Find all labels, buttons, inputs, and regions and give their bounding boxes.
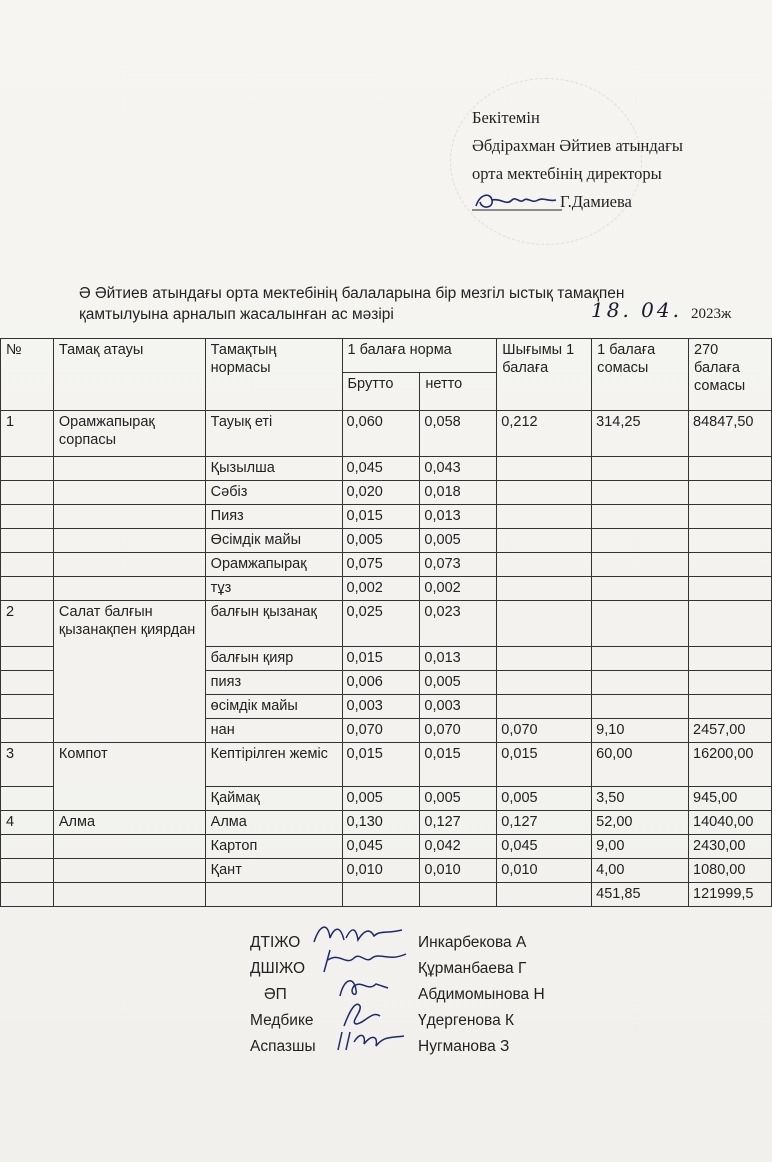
cell-netto: 0,010 <box>420 859 497 883</box>
cell-output <box>497 577 592 601</box>
cell-output: 0,005 <box>497 787 592 811</box>
menu-heading <box>79 283 769 325</box>
signature-name: Нугманова З <box>418 1038 510 1055</box>
cell-dish <box>53 859 205 883</box>
cell-item: балғын қызанақ <box>205 601 342 647</box>
cell-output <box>497 481 592 505</box>
table-row <box>1 481 772 505</box>
cell-item: Өсімдік майы <box>205 529 342 553</box>
approval-block <box>472 104 683 216</box>
cell-dish: Алма <box>53 811 205 835</box>
cell-brutto: 0,070 <box>342 719 420 743</box>
cell-output <box>497 505 592 529</box>
cell-output: 0,127 <box>497 811 592 835</box>
col-header-per-child: 1 балаға норма <box>342 339 497 373</box>
cell-num <box>1 457 54 481</box>
cell-dish <box>53 529 205 553</box>
signature-role: Медбике <box>250 1012 314 1029</box>
cell-output: 0,070 <box>497 719 592 743</box>
cell-brutto: 0,005 <box>342 787 420 811</box>
cell-sum1: 3,50 <box>592 787 689 811</box>
cell-sum270: 2457,00 <box>689 719 772 743</box>
cell-netto: 0,002 <box>420 577 497 601</box>
cell-num <box>1 671 54 695</box>
cell-num <box>1 859 54 883</box>
cell-brutto: 0,075 <box>342 553 420 577</box>
cell-brutto: 0,015 <box>342 743 420 787</box>
cell-brutto: 0,045 <box>342 835 420 859</box>
cell-num <box>1 787 54 811</box>
cell-output <box>497 695 592 719</box>
cell-output <box>497 553 592 577</box>
cell-sum1 <box>592 529 689 553</box>
cell-dish: Орамжапырақ сорпасы <box>53 411 205 457</box>
cell-brutto: 0,015 <box>342 505 420 529</box>
cell-dish: Компот <box>53 743 205 811</box>
cell-item: балғын қияр <box>205 647 342 671</box>
cell-netto: 0,018 <box>420 481 497 505</box>
cell-sum270 <box>689 695 772 719</box>
table-row <box>1 505 772 529</box>
cell-netto: 0,013 <box>420 505 497 529</box>
table-row <box>1 835 772 859</box>
cell-sum270 <box>689 481 772 505</box>
cell-item: пияз <box>205 671 342 695</box>
cell-sum1: 314,25 <box>592 411 689 457</box>
cell-sum1 <box>592 601 689 647</box>
cell-item: тұз <box>205 577 342 601</box>
cell-sum1 <box>592 695 689 719</box>
signature-name: Инкарбекова А <box>418 934 527 951</box>
table-row <box>1 457 772 481</box>
table-row <box>1 529 772 553</box>
table-row <box>1 411 772 457</box>
cell-sum1 <box>592 577 689 601</box>
cell-brutto: 0,002 <box>342 577 420 601</box>
cell-item: Картоп <box>205 835 342 859</box>
col-header-dish: Тамақ атауы <box>53 339 205 411</box>
cell-num: 3 <box>1 743 54 787</box>
cell-sum1: 9,10 <box>592 719 689 743</box>
cell-sum270: 945,00 <box>689 787 772 811</box>
cell-brutto: 0,006 <box>342 671 420 695</box>
col-header-netto: нетто <box>420 373 497 411</box>
table-row <box>1 859 772 883</box>
cell-brutto: 0,130 <box>342 811 420 835</box>
cell-netto: 0,015 <box>420 743 497 787</box>
cell-item: Орамжапырақ <box>205 553 342 577</box>
cell-item: Тауық еті <box>205 411 342 457</box>
cell-sum270 <box>689 553 772 577</box>
cell-sum1 <box>592 553 689 577</box>
col-header-num: № <box>1 339 54 411</box>
signature-role: Аспазшы <box>250 1038 316 1055</box>
cell-sum270 <box>689 529 772 553</box>
cell-brutto: 0,045 <box>342 457 420 481</box>
menu-table-body <box>1 411 772 907</box>
menu-table <box>0 338 772 907</box>
cell-dish: Салат балғын қызанақпен қиярдан <box>53 601 205 743</box>
signature-role: ДТІЖО <box>250 934 301 951</box>
cell-sum270: 2430,00 <box>689 835 772 859</box>
cell-item: Қызылша <box>205 457 342 481</box>
cell-dish <box>53 505 205 529</box>
cell-sum1 <box>592 505 689 529</box>
heading-line-1: Ә Әйтиев атындағы орта мектебінің балаларына бір мезгіл ыстық тамақпен <box>79 285 625 302</box>
cell-netto: 0,073 <box>420 553 497 577</box>
cell-brutto: 0,025 <box>342 601 420 647</box>
cell-num <box>1 695 54 719</box>
cell-output <box>497 457 592 481</box>
handwritten-signature <box>310 1024 410 1054</box>
cell-netto: 0,043 <box>420 457 497 481</box>
cell-dish <box>53 553 205 577</box>
cell-item: Кептірілген жеміс <box>205 743 342 787</box>
cell-sum270: 16200,00 <box>689 743 772 787</box>
cell-output: 0,010 <box>497 859 592 883</box>
cell-output <box>497 671 592 695</box>
cell-num <box>1 529 54 553</box>
signature-role: ӘП <box>264 986 287 1003</box>
total-sum1: 451,85 <box>592 883 689 907</box>
cell-sum1 <box>592 481 689 505</box>
cell-netto: 0,070 <box>420 719 497 743</box>
cell-num: 2 <box>1 601 54 647</box>
cell-num: 1 <box>1 411 54 457</box>
cell-netto: 0,013 <box>420 647 497 671</box>
cell-sum1: 9,00 <box>592 835 689 859</box>
cell-dish <box>53 835 205 859</box>
cell-netto: 0,003 <box>420 695 497 719</box>
cell-output: 0,015 <box>497 743 592 787</box>
cell-sum270 <box>689 601 772 647</box>
cell-sum1: 60,00 <box>592 743 689 787</box>
cell-item: Қаймақ <box>205 787 342 811</box>
cell-sum270 <box>689 505 772 529</box>
table-row <box>1 577 772 601</box>
cell-output: 0,212 <box>497 411 592 457</box>
table-row <box>1 553 772 577</box>
signature-name: Абдимомынова Н <box>418 986 545 1003</box>
cell-output <box>497 647 592 671</box>
cell-netto: 0,023 <box>420 601 497 647</box>
cell-sum270: 84847,50 <box>689 411 772 457</box>
cell-dish <box>53 577 205 601</box>
cell-sum270: 14040,00 <box>689 811 772 835</box>
cell-dish <box>53 481 205 505</box>
cell-sum270 <box>689 671 772 695</box>
cell-brutto: 0,020 <box>342 481 420 505</box>
signature-name: Үдергенова К <box>418 1012 515 1029</box>
cell-num <box>1 835 54 859</box>
cell-netto: 0,005 <box>420 529 497 553</box>
cell-output <box>497 529 592 553</box>
totals-row <box>1 883 772 907</box>
cell-num <box>1 553 54 577</box>
cell-sum1: 52,00 <box>592 811 689 835</box>
cell-netto: 0,005 <box>420 671 497 695</box>
cell-num <box>1 505 54 529</box>
cell-item: нан <box>205 719 342 743</box>
cell-item: Қант <box>205 859 342 883</box>
cell-item: Алма <box>205 811 342 835</box>
cell-num <box>1 577 54 601</box>
cell-num <box>1 481 54 505</box>
cell-brutto: 0,005 <box>342 529 420 553</box>
handwritten-date: 18. 04. <box>591 298 682 322</box>
cell-dish <box>53 457 205 481</box>
col-header-sum270: 270 балаға сомасы <box>689 339 772 411</box>
approval-signature-line <box>472 188 683 216</box>
cell-sum270 <box>689 577 772 601</box>
cell-item: Пияз <box>205 505 342 529</box>
approval-title: Бекітемін <box>472 108 540 127</box>
year-label: 2023ж <box>691 306 732 322</box>
cell-netto: 0,042 <box>420 835 497 859</box>
cell-item: Сәбіз <box>205 481 342 505</box>
table-row <box>1 743 772 787</box>
cell-sum1 <box>592 647 689 671</box>
col-header-output: Шығымы 1 балаға <box>497 339 592 411</box>
cell-sum1 <box>592 457 689 481</box>
cell-netto: 0,058 <box>420 411 497 457</box>
col-header-brutto: Брутто <box>342 373 420 411</box>
approval-school: Әбдірахман Әйтиев атындағы <box>472 136 683 155</box>
cell-sum1: 4,00 <box>592 859 689 883</box>
col-header-sum1: 1 балаға сомасы <box>592 339 689 411</box>
cell-brutto: 0,060 <box>342 411 420 457</box>
table-row <box>1 601 772 647</box>
cell-brutto: 0,003 <box>342 695 420 719</box>
director-signature <box>472 190 560 210</box>
cell-brutto: 0,015 <box>342 647 420 671</box>
signature-name: Құрманбаева Г <box>418 960 527 977</box>
heading-line-2: қамтылуына арналып жасалынған ас мәзірі <box>79 306 394 323</box>
cell-sum270 <box>689 457 772 481</box>
cell-sum270 <box>689 647 772 671</box>
cell-item: өсімдік майы <box>205 695 342 719</box>
director-name: Г.Дамиева <box>560 192 632 211</box>
cell-output: 0,045 <box>497 835 592 859</box>
cell-output <box>497 601 592 647</box>
cell-sum270: 1080,00 <box>689 859 772 883</box>
cell-num <box>1 647 54 671</box>
cell-netto: 0,127 <box>420 811 497 835</box>
cell-netto: 0,005 <box>420 787 497 811</box>
cell-num <box>1 719 54 743</box>
col-header-norm: Тамақтың нормасы <box>205 339 342 411</box>
approval-position: орта мектебінің директоры <box>472 164 662 183</box>
total-sum270: 121999,5 <box>689 883 772 907</box>
table-row <box>1 811 772 835</box>
cell-num: 4 <box>1 811 54 835</box>
cell-brutto: 0,010 <box>342 859 420 883</box>
signature-role: ДШІЖО <box>250 960 306 977</box>
cell-sum1 <box>592 671 689 695</box>
